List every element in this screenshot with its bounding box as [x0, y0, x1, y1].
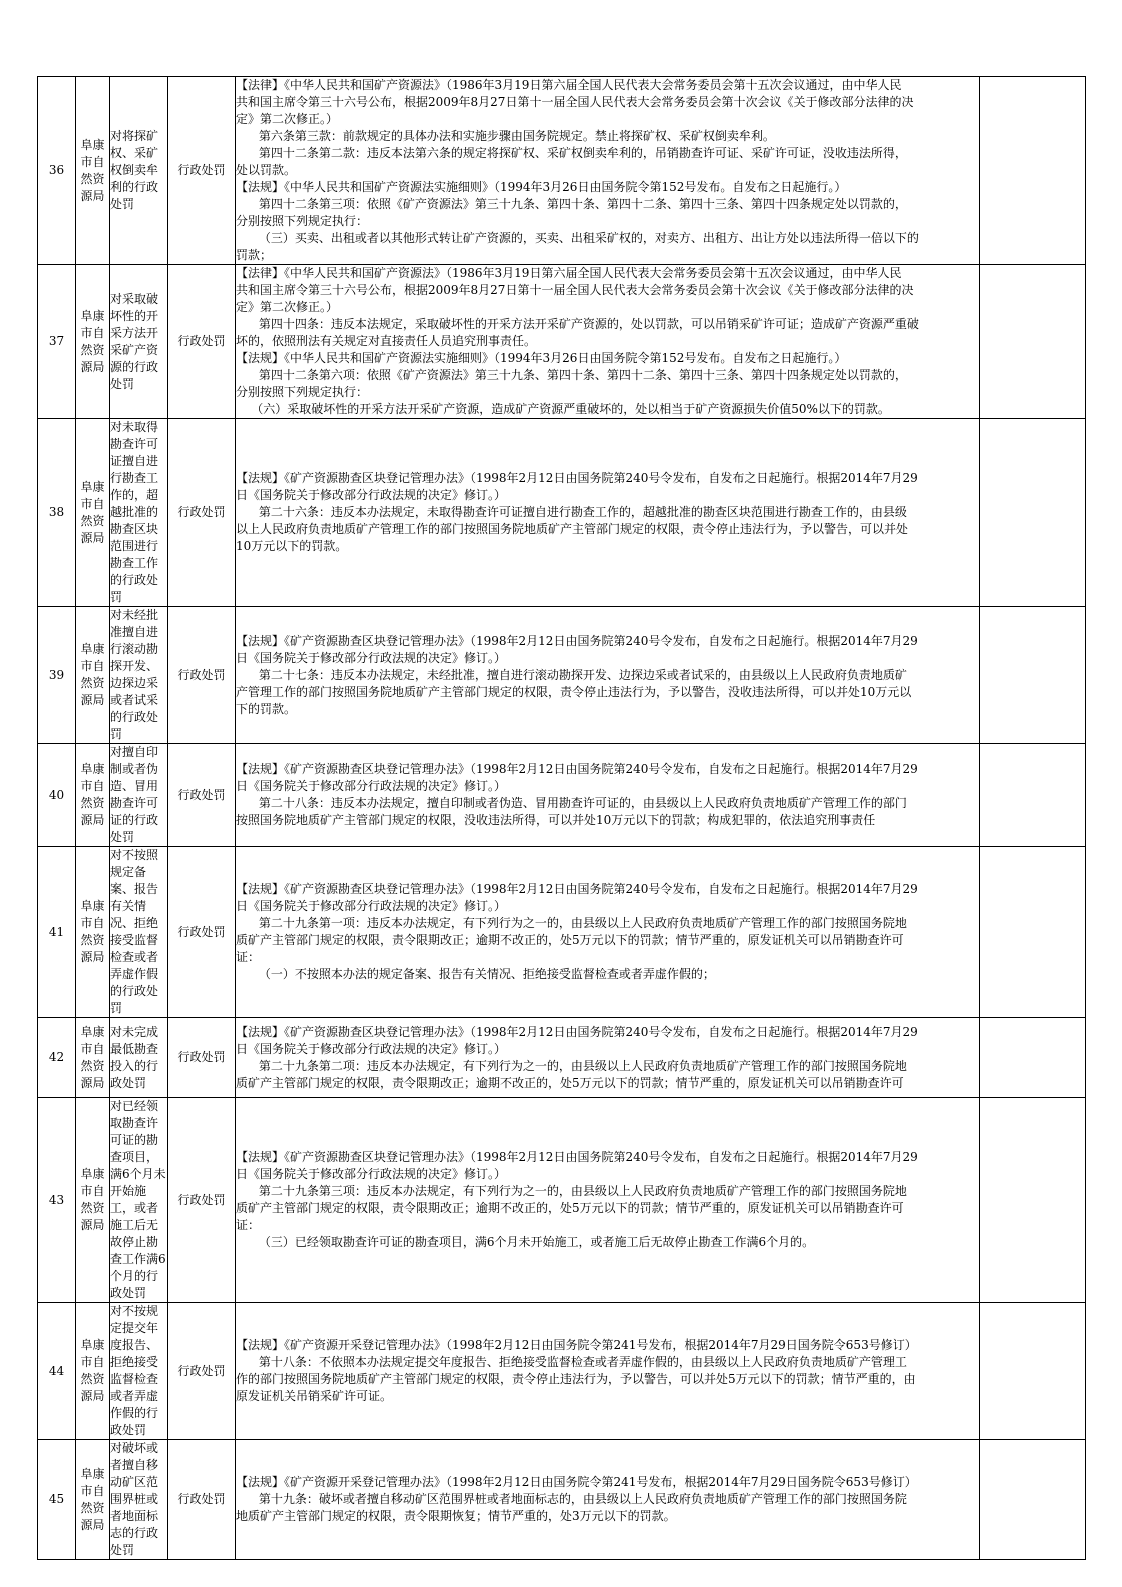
basis-line: 第二十八条：违反本办法规定，擅自印制或者伪造、冒用勘查许可证的，由县级以上人民政府负责地质矿产管理工作的部门 — [236, 796, 907, 810]
basis-line: 原发证机关吊销采矿许可证。 — [236, 1389, 393, 1403]
table-row — [38, 265, 1086, 419]
basis-line: （三）已经领取勘查许可证的勘查项目，满6个月未开始施工，或者施工后无故停止勘查工作满6个月的。 — [236, 1235, 815, 1249]
row-number: 39 — [38, 607, 76, 744]
basis-line: 日《国务院关于修改部分行政法规的决定》修订。） — [236, 779, 507, 793]
basis-line: 以上人民政府负责地质矿产管理工作的部门按照国务院地质矿产主管部门规定的权限，责令停止违法行为，予以警告，可以并处 — [236, 522, 909, 536]
table-row — [38, 77, 1086, 265]
basis-line: 共和国主席令第三十六号公布，根据2009年8月27日第十一届全国人民代表大会常务委员会第十次会议《关于修改部分法律的决 — [236, 283, 914, 297]
remarks-cell — [980, 607, 1086, 744]
basis-line: 分别按照下列规定执行： — [236, 385, 369, 399]
basis-line: 地质矿产主管部门规定的权限，责令限期恢复；情节严重的，处3万元以下的罚款。 — [236, 1509, 676, 1523]
category: 行政处罚 — [168, 1440, 236, 1560]
row-number: 44 — [38, 1303, 76, 1440]
table-row — [38, 1440, 1086, 1560]
basis-line: 共和国主席令第三十六号公布，根据2009年8月27日第十一届全国人民代表大会常务委员会第十次会议《关于修改部分法律的决 — [236, 95, 914, 109]
basis-line: 处以罚款。 — [236, 163, 297, 177]
basis-line: 第六条第三款：前款规定的具体办法和实施步骤由国务院规定。禁止将探矿权、采矿权倒卖牟利。 — [236, 129, 775, 143]
table-row — [38, 1303, 1086, 1440]
item-name: 对擅自印制或者伪造、冒用勘查许可证的行政处罚 — [110, 744, 168, 847]
remarks-cell — [980, 1018, 1086, 1098]
legal-basis — [236, 607, 980, 744]
agency-name: 阜康市自然资源局 — [76, 1440, 110, 1560]
legal-basis — [236, 847, 980, 1018]
agency-name: 阜康市自然资源局 — [76, 1098, 110, 1303]
legal-basis — [236, 1098, 980, 1303]
item-name: 对不按照规定备案、报告有关情况、拒绝接受监督检查或者弄虚作假的行政处罚 — [110, 847, 168, 1018]
agency-name: 阜康市自然资源局 — [76, 607, 110, 744]
basis-line: （一）不按照本办法的规定备案、报告有关情况、拒绝接受监督检查或者弄虚作假的； — [236, 967, 715, 981]
row-number: 38 — [38, 419, 76, 607]
basis-line: 【法规】《矿产资源勘查区块登记管理办法》（1998年2月12日由国务院第240号令发布，自发布之日起施行。根据2014年7月29 — [236, 1150, 918, 1164]
table-body — [38, 77, 1086, 1560]
basis-line: 作的部门按照国务院地质矿产主管部门规定的权限，责令停止违法行为，予以警告，可以并处5万元以下的罚款；情节严重的，由 — [236, 1372, 916, 1386]
basis-line: 第四十二条第六项：依照《矿产资源法》第三十九条、第四十条、第四十二条、第四十三条、第四十四条规定处以罚款的， — [236, 368, 907, 382]
basis-line: 第四十二条第三项：依照《矿产资源法》第三十九条、第四十条、第四十二条、第四十三条、第四十四条规定处以罚款的， — [236, 197, 907, 211]
category: 行政处罚 — [168, 847, 236, 1018]
basis-line: 10万元以下的罚款。 — [236, 539, 348, 553]
category: 行政处罚 — [168, 607, 236, 744]
agency-name: 阜康市自然资源局 — [76, 419, 110, 607]
basis-line: 罚款； — [236, 248, 273, 262]
basis-line: 分别按照下列规定执行： — [236, 214, 369, 228]
item-name: 对未取得勘查许可证擅自进行勘查工作的，超越批准的勘查区块范围进行勘查工作的行政处罚 — [110, 419, 168, 607]
agency-name: 阜康市自然资源局 — [76, 77, 110, 265]
basis-line: 【法规】《矿产资源勘查区块登记管理办法》（1998年2月12日由国务院第240号令发布，自发布之日起施行。根据2014年7月29 — [236, 882, 918, 896]
agency-name: 阜康市自然资源局 — [76, 847, 110, 1018]
basis-line: 按照国务院地质矿产主管部门规定的权限，没收违法所得，可以并处10万元以下的罚款；构成犯罪的，依法追究刑事责任 — [236, 813, 876, 827]
basis-line: 第二十九条第三项：违反本办法规定，有下列行为之一的，由县级以上人民政府负责地质矿产管理工作的部门按照国务院地 — [236, 1184, 907, 1198]
basis-line: 日《国务院关于修改部分行政法规的决定》修订。） — [236, 650, 507, 665]
category: 行政处罚 — [168, 1098, 236, 1303]
category: 行政处罚 — [168, 77, 236, 265]
basis-line: 下的罚款。 — [236, 701, 297, 716]
basis-line: 定》第二次修正。） — [236, 112, 339, 126]
table-row — [38, 607, 1086, 744]
legal-basis — [236, 1440, 980, 1560]
basis-line: 【法规】《中华人民共和国矿产资源法实施细则》（1994年3月26日由国务院令第152号发布。自发布之日起施行。） — [236, 351, 847, 365]
basis-line: 第四十二条第二款：违反本法第六条的规定将探矿权、采矿权倒卖牟利的，吊销勘查许可证、采矿许可证，没收违法所得， — [236, 146, 907, 160]
table-row — [38, 847, 1086, 1018]
item-name: 对不按规定提交年度报告、拒绝接受监督检查或者弄虚作假的行政处罚 — [110, 1303, 168, 1440]
row-number: 36 — [38, 77, 76, 265]
category: 行政处罚 — [168, 1018, 236, 1098]
basis-line: 【法律】《中华人民共和国矿产资源法》（1986年3月19日第六届全国人民代表大会常务委员会第十五次会议通过，由中华人民 — [236, 266, 902, 280]
basis-line: 第十九条：破坏或者擅自移动矿区范围界桩或者地面标志的，由县级以上人民政府负责地质矿产管理工作的部门按照国务院 — [236, 1492, 907, 1506]
basis-line: 【法规】《中华人民共和国矿产资源法实施细则》（1994年3月26日由国务院令第152号发布。自发布之日起施行。） — [236, 180, 847, 194]
remarks-cell — [980, 77, 1086, 265]
agency-name: 阜康市自然资源局 — [76, 744, 110, 847]
basis-line: 第十八条：不依照本办法规定提交年度报告、拒绝接受监督检查或者弄虚作假的，由县级以上人民政府负责地质矿产管理工 — [236, 1355, 907, 1369]
remarks-cell — [980, 419, 1086, 607]
agency-name: 阜康市自然资源局 — [76, 1303, 110, 1440]
category: 行政处罚 — [168, 265, 236, 419]
basis-line: 产管理工作的部门按照国务院地质矿产主管部门规定的权限，责令停止违法行为，予以警告，没收违法所得，可以并处10万元以 — [236, 684, 912, 699]
basis-line: 质矿产主管部门规定的权限，责令限期改正；逾期不改正的，处5万元以下的罚款；情节严重的，原发证机关可以吊销勘查许可 — [236, 933, 904, 947]
row-number: 43 — [38, 1098, 76, 1303]
category: 行政处罚 — [168, 419, 236, 607]
row-number: 45 — [38, 1440, 76, 1560]
basis-line: 日《国务院关于修改部分行政法规的决定》修订。） — [236, 488, 507, 502]
item-name: 对破坏或者擅自移动矿区范围界桩或者地面标志的行政处罚 — [110, 1440, 168, 1560]
basis-line: 证： — [236, 950, 261, 964]
legal-basis — [236, 1018, 980, 1098]
row-number: 42 — [38, 1018, 76, 1098]
basis-line: 日《国务院关于修改部分行政法规的决定》修订。） — [236, 899, 507, 913]
legal-basis — [236, 77, 980, 265]
item-name: 对将探矿权、采矿权倒卖牟利的行政处罚 — [110, 77, 168, 265]
remarks-cell — [980, 265, 1086, 419]
basis-line: （六）采取破坏性的开采方法开采矿产资源，造成矿产资源严重破坏的，处以相当于矿产资源损失价值50%以下的罚款。 — [236, 402, 890, 416]
basis-line: 【法规】《矿产资源勘查区块登记管理办法》（1998年2月12日由国务院第240号令发布，自发布之日起施行。根据2014年7月29 — [236, 633, 918, 648]
row-number: 37 — [38, 265, 76, 419]
basis-line: （三）买卖、出租或者以其他形式转让矿产资源的，买卖、出租采矿权的，对卖方、出租方、出让方处以违法所得一倍以下的 — [236, 231, 919, 245]
basis-line: 第二十九条第一项：违反本办法规定，有下列行为之一的，由县级以上人民政府负责地质矿产管理工作的部门按照国务院地 — [236, 916, 907, 930]
category: 行政处罚 — [168, 744, 236, 847]
penalty-table — [37, 76, 1086, 1560]
item-name: 对未经批准擅自进行滚动勘探开发、边探边采或者试采的行政处罚 — [110, 607, 168, 744]
row-number: 40 — [38, 744, 76, 847]
basis-line: 坏的，依照刑法有关规定对直接责任人员追究刑事责任。 — [236, 334, 537, 348]
basis-line: 质矿产主管部门规定的权限，责令限期改正；逾期不改正的，处5万元以下的罚款；情节严重的，原发证机关可以吊销勘查许可 — [236, 1075, 904, 1090]
remarks-cell — [980, 1303, 1086, 1440]
basis-line: 【法规】《矿产资源开采登记管理办法》（1998年2月12日由国务院令第241号发布，根据2014年7月29日国务院令653号修订） — [236, 1338, 917, 1352]
basis-line: 第四十四条：违反本法规定，采取破坏性的开采方法开采矿产资源的，处以罚款，可以吊销采矿许可证；造成矿产资源严重破 — [236, 317, 919, 331]
basis-line: 定》第二次修正。） — [236, 300, 339, 314]
legal-basis — [236, 265, 980, 419]
item-name: 对未完成最低勘查投入的行政处罚 — [110, 1018, 168, 1098]
remarks-cell — [980, 1098, 1086, 1303]
table-row — [38, 1018, 1086, 1098]
remarks-cell — [980, 847, 1086, 1018]
basis-line: 【法规】《矿产资源勘查区块登记管理办法》（1998年2月12日由国务院第240号令发布，自发布之日起施行。根据2014年7月29 — [236, 1024, 918, 1039]
basis-line: 【法律】《中华人民共和国矿产资源法》（1986年3月19日第六届全国人民代表大会常务委员会第十五次会议通过，由中华人民 — [236, 78, 902, 92]
item-name: 对采取破坏性的开采方法开采矿产资源的行政处罚 — [110, 265, 168, 419]
basis-line: 证： — [236, 1218, 261, 1232]
remarks-cell — [980, 744, 1086, 847]
legal-basis — [236, 419, 980, 607]
remarks-cell — [980, 1440, 1086, 1560]
basis-line: 第二十六条：违反本办法规定，未取得勘查许可证擅自进行勘查工作的，超越批准的勘查区块范围进行勘查工作的，由县级 — [236, 505, 907, 519]
basis-line: 【法规】《矿产资源勘查区块登记管理办法》（1998年2月12日由国务院第240号令发布，自发布之日起施行。根据2014年7月29 — [236, 762, 918, 776]
table-row — [38, 744, 1086, 847]
agency-name: 阜康市自然资源局 — [76, 1018, 110, 1098]
basis-line: 第二十七条：违反本办法规定，未经批准，擅自进行滚动勘探开发、边探边采或者试采的，由县级以上人民政府负责地质矿 — [236, 667, 907, 682]
item-name: 对已经领取勘查许可证的勘查项目，满6个月未开始施工，或者施工后无故停止勘查工作满6个月的行政处罚 — [110, 1098, 168, 1303]
category: 行政处罚 — [168, 1303, 236, 1440]
basis-line: 日《国务院关于修改部分行政法规的决定》修订。） — [236, 1041, 507, 1056]
basis-line: 第二十九条第二项：违反本办法规定，有下列行为之一的，由县级以上人民政府负责地质矿产管理工作的部门按照国务院地 — [236, 1058, 907, 1073]
table-row — [38, 1098, 1086, 1303]
basis-line: 质矿产主管部门规定的权限，责令限期改正；逾期不改正的，处5万元以下的罚款；情节严重的，原发证机关可以吊销勘查许可 — [236, 1201, 904, 1215]
legal-basis — [236, 1303, 980, 1440]
table-row — [38, 419, 1086, 607]
basis-line: 日《国务院关于修改部分行政法规的决定》修订。） — [236, 1167, 507, 1181]
agency-name: 阜康市自然资源局 — [76, 265, 110, 419]
basis-line: 【法规】《矿产资源勘查区块登记管理办法》（1998年2月12日由国务院第240号令发布，自发布之日起施行。根据2014年7月29 — [236, 471, 918, 485]
basis-line: 【法规】《矿产资源开采登记管理办法》（1998年2月12日由国务院令第241号发布，根据2014年7月29日国务院令653号修订） — [236, 1475, 917, 1489]
legal-basis — [236, 744, 980, 847]
row-number: 41 — [38, 847, 76, 1018]
